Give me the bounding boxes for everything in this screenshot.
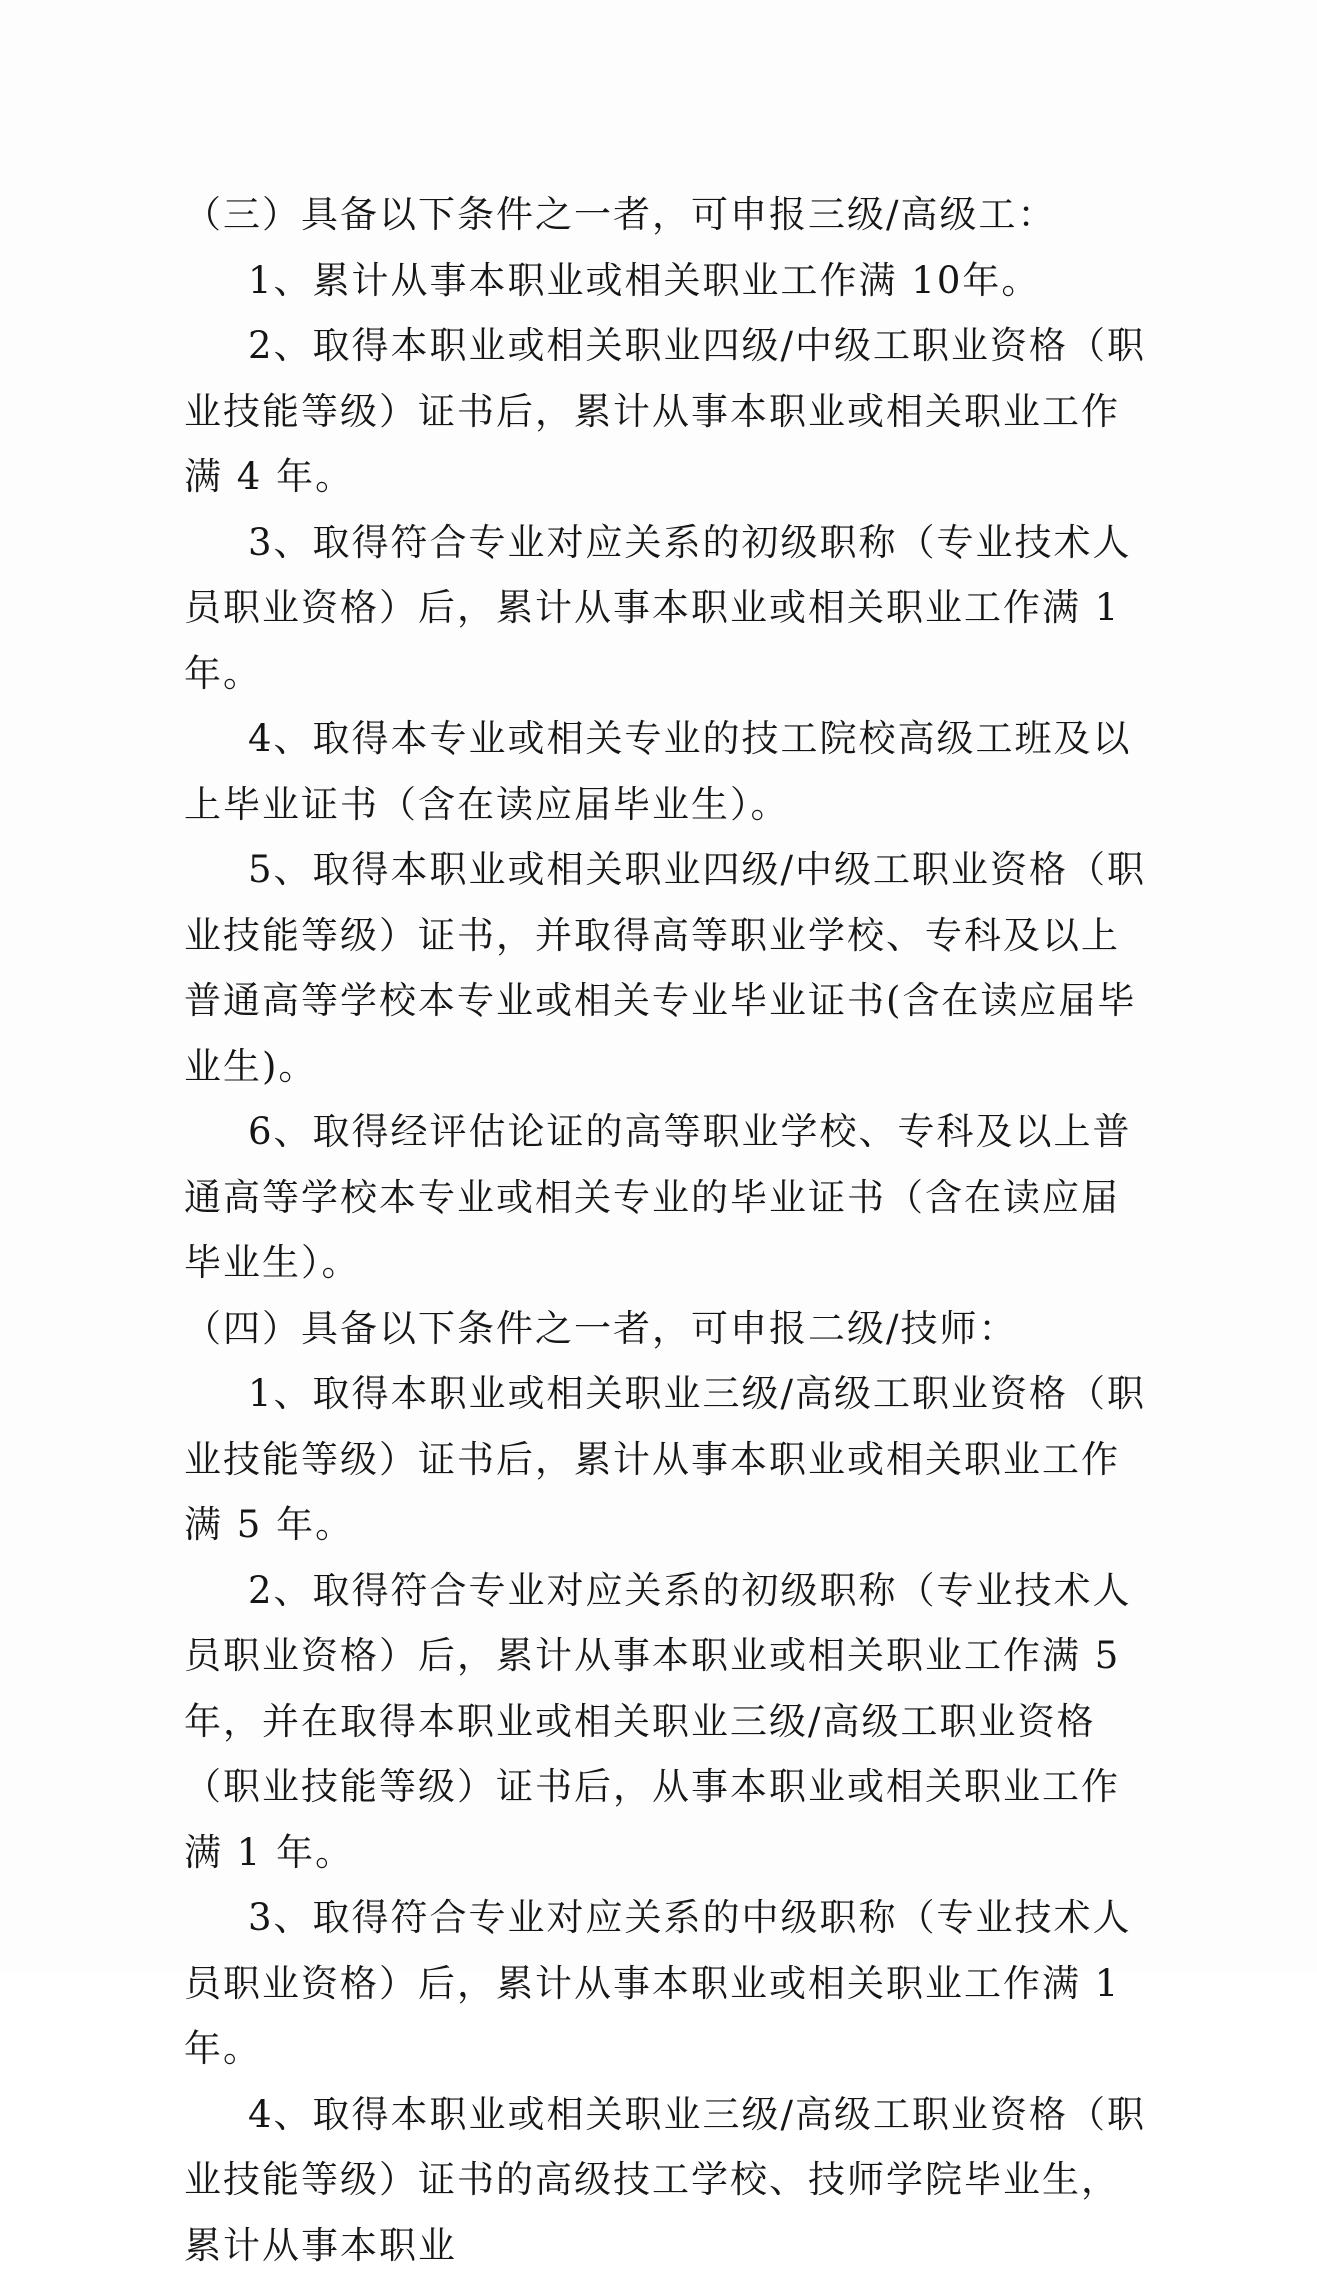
section-4-heading: （四）具备以下条件之一者，可申报二级/技师： bbox=[184, 1296, 1147, 1362]
section-3-item-6: 6、取得经评估论证的高等职业学校、专科及以上普通高等学校本专业或相关专业的毕业证书（含在读应届毕业生）。 bbox=[184, 1099, 1147, 1296]
section-4-item-4: 4、取得本职业或相关职业三级/高级工职业资格（职业技能等级）证书的高级技工学校、技师学院毕业生，累计从事本职业 bbox=[184, 2082, 1147, 2278]
section-3-item-4: 4、取得本专业或相关专业的技工院校高级工班及以上毕业证书（含在读应届毕业生）。 bbox=[184, 706, 1147, 837]
section-3-item-3: 3、取得符合专业对应关系的初级职称（专业技术人员职业资格）后，累计从事本职业或相关职业工作满 1 年。 bbox=[184, 510, 1147, 707]
section-3-heading: （三）具备以下条件之一者，可申报三级/高级工： bbox=[184, 182, 1147, 248]
section-3-item-1: 1、累计从事本职业或相关职业工作满 10年。 bbox=[184, 248, 1147, 314]
section-4-item-1: 1、取得本职业或相关职业三级/高级工职业资格（职业技能等级）证书后，累计从事本职业或相关职业工作满 5 年。 bbox=[184, 1361, 1147, 1558]
section-3-item-5: 5、取得本职业或相关职业四级/中级工职业资格（职业技能等级）证书，并取得高等职业学校、专科及以上普通高等学校本专业或相关专业毕业证书(含在读应届毕业生)。 bbox=[184, 837, 1147, 1099]
section-3-item-2: 2、取得本职业或相关职业四级/中级工职业资格（职业技能等级）证书后，累计从事本职业或相关职业工作满 4 年。 bbox=[184, 313, 1147, 510]
section-4-item-3: 3、取得符合专业对应关系的中级职称（专业技术人员职业资格）后，累计从事本职业或相关职业工作满 1 年。 bbox=[184, 1885, 1147, 2082]
section-4-item-2: 2、取得符合专业对应关系的初级职称（专业技术人员职业资格）后，累计从事本职业或相关职业工作满 5 年，并在取得本职业或相关职业三级/高级工职业资格（职业技能等级）证书后，从事本职业或相关职业工作满 1 年。 bbox=[184, 1558, 1147, 1886]
